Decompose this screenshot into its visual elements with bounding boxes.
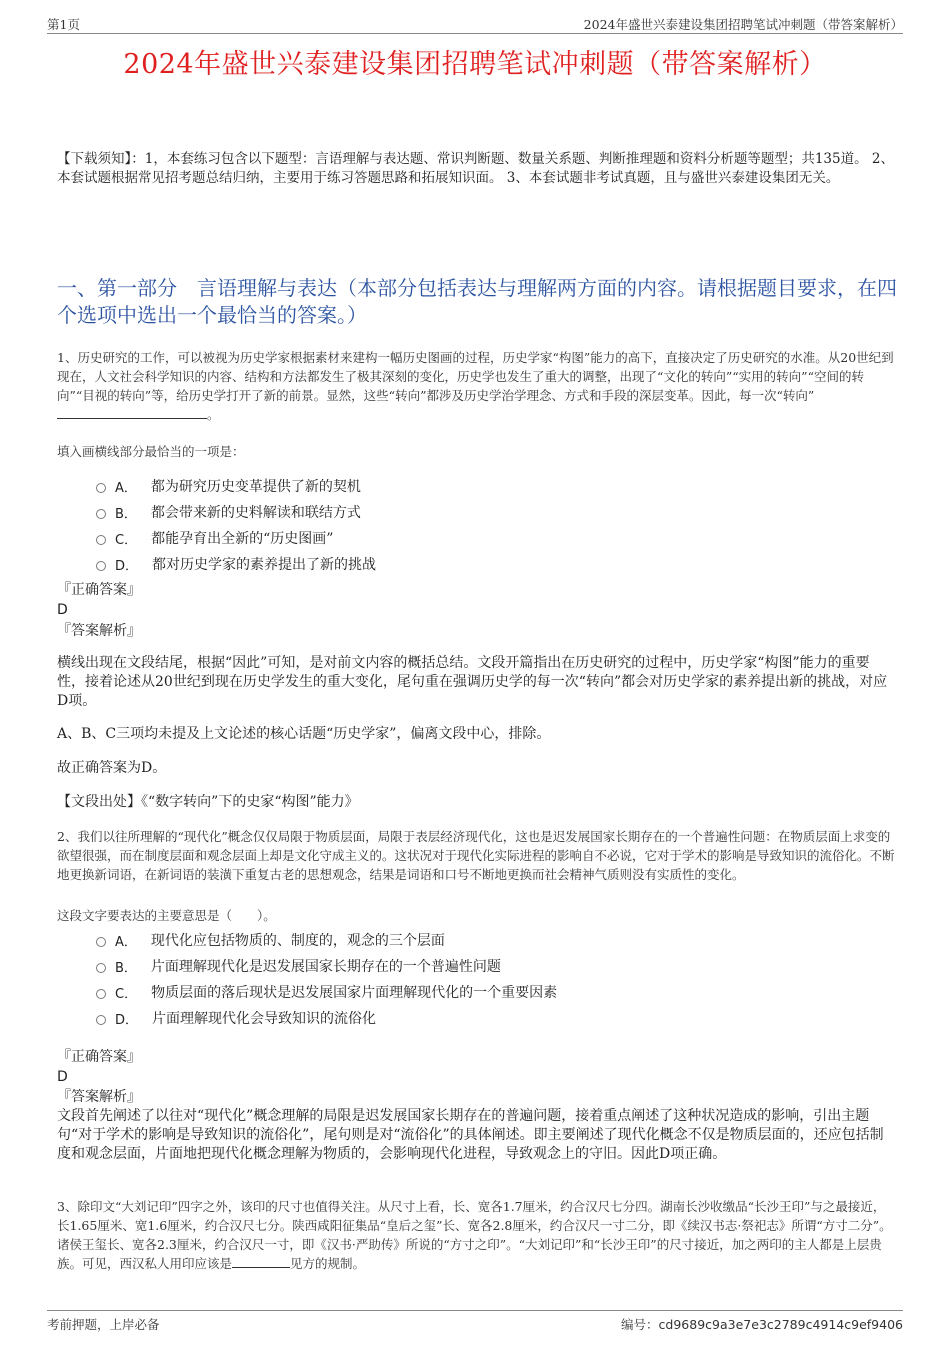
option-d[interactable] <box>96 551 796 577</box>
question-2-text: 2、我们以往所理解的“现代化”概念仅仅局限于物质层面，局限于表层经济现代化，这也是迟发展国家长期存在的一个普遍性问题：在物质层面上求变的欲望很强，而在制度层面和观念层面上却是文化守成主义的。这状况对于现代化实际进程的影响自不必说，它对于学术的影响是导致知识的流俗化。不断地更换新词语，在新词语的装潢下重复古老的思想观念，结果是词语和口号不断地更换而社会精神气质则没有实质性的变化。 <box>57 829 895 882</box>
option-a[interactable] <box>96 927 796 953</box>
footer-code <box>621 1315 903 1333</box>
option-text: 现代化应包括物质的、制度的，观念的三个层面 <box>150 933 445 949</box>
question-2-answer-label: 『正确答案』 <box>57 1049 141 1065</box>
footer-slogan: 考前押题，上岸必备 <box>47 1317 160 1332</box>
answer-blank <box>232 1256 290 1268</box>
question-1-body: 1、历史研究的工作，可以被视为历史学家根据素材来建构一幅历史图画的过程，历史学家“构图”能力的高下，直接决定了历史研究的水准。从20世纪到现在，人文社会科学知识的内容、结构和方法都发生了极其深刻的变化，历史学也发生了重大的调整，出现了“文化的转向”“实用的转向”“空间的转向”“目视的转向”等，给历史学打开了新的前景。显然，这些“转向”都涉及历史学治学理念、方式和手段的深层变革。因此，每一次“转向” <box>57 350 894 403</box>
question-3-text <box>57 1197 895 1273</box>
option-letter: B． <box>115 960 137 976</box>
question-3-body: 3、除印文“大刘记印”四字之外，该印的尺寸也值得关注。从尺寸上看，长、宽各1.7厘米，约合汉尺七分四。湖南长沙收缴品“长沙王印”与之最接近，长1.65厘米、宽1.6厘米，约合汉尺七分。陕西咸阳征集品“皇后之玺”长、宽各2.8厘米，约合汉尺一寸二分，即《续汉书志·祭祀志》所谓“方寸二分”。诸侯王玺长、宽各2.3厘米，约合汉尺一寸，即《汉书·严助传》所说的“方寸之印”。“大刘记印”和“长沙王印”的尺寸接近，加之两印的主人都是上层贵族。可见，西汉私人用印应该是 <box>57 1199 892 1271</box>
answer-blank <box>57 407 207 419</box>
download-notice: 【下载须知】：1，本套练习包含以下题型：言语理解与表达题、常识判断题、数量关系题、判断推理题和资料分析题等题型；共135道。 2、本套试题根据常见招考题总结归纳，主要用于练习答题思路和拓展知识面。 3、本套试题非考试真题，且与盛世兴泰建设集团无关。 <box>57 151 894 186</box>
question-3-end: 见方的规制。 <box>290 1256 366 1271</box>
question-1-analysis-2: A、B、C三项均未提及上文论述的核心话题“历史学家”，偏离文段中心，排除。 <box>57 726 551 742</box>
page-header <box>47 14 903 34</box>
option-c[interactable] <box>96 979 796 1005</box>
question-2-analysis: 文段首先阐述了以往对“现代化”概念理解的局限是迟发展国家长期存在的普遍问题，接着重点阐述了这种状况造成的影响，引出主题句“对于学术的影响是导致知识的流俗化”，尾句则是对“流俗化”的具体阐述。即主要阐述了现代化概念不仅是物质层面的，还应包括制度和观念层面，片面地把现代化概念理解为物质的，会影响现代化进程，导致观念上的守旧。因此D项正确。 <box>57 1108 884 1162</box>
footer-code-value: cd9689c9a3e7e3c2789c4914c9ef9406 <box>658 1317 903 1332</box>
header-doc-title: 2024年盛世兴泰建设集团招聘笔试冲刺题（带答案解析） <box>583 17 903 32</box>
option-text: 都能孕育出全新的“历史图画” <box>151 531 334 547</box>
option-b[interactable] <box>96 953 796 979</box>
footer-code-label: 编号： <box>621 1317 659 1332</box>
option-letter: A． <box>115 934 137 950</box>
option-letter: C． <box>115 532 138 548</box>
option-text: 物质层面的落后现状是迟发展国家片面理解现代化的一个重要因素 <box>151 985 558 1001</box>
question-1-analysis-3: 故正确答案为D。 <box>57 760 167 776</box>
option-c[interactable] <box>96 525 796 551</box>
question-2-prompt: 这段文字要表达的主要意思是（ ）。 <box>57 908 276 923</box>
radio-button[interactable] <box>96 937 106 947</box>
option-letter: C． <box>115 986 138 1002</box>
option-text: 片面理解现代化是迟发展国家长期存在的一个普遍性问题 <box>150 959 501 975</box>
option-letter: D． <box>115 1012 139 1028</box>
option-b[interactable] <box>96 499 796 525</box>
option-text: 都对历史学家的素养提出了新的挑战 <box>152 557 377 573</box>
option-text: 片面理解现代化会导致知识的流俗化 <box>152 1011 377 1027</box>
question-1-analysis-label: 『答案解析』 <box>57 623 141 639</box>
option-letter: B． <box>115 506 137 522</box>
radio-button[interactable] <box>96 1015 106 1025</box>
option-letter: A． <box>115 480 137 496</box>
question-1-analysis: 横线出现在文段结尾，根据“因此”可知，是对前文内容的概括总结。文段开篇指出在历史研究的过程中，历史学家“构图”能力的重要性，接着论述从20世纪到现在历史学发生的重大变化，尾句重在强调历史学的每一次“转向”都会对历史学家的素养提出新的挑战，对应D项。 <box>57 655 888 709</box>
question-1-end: 。 <box>207 407 220 422</box>
option-text: 都会带来新的史料解读和联结方式 <box>150 505 361 521</box>
page-footer <box>47 1310 903 1332</box>
question-2-answer: D <box>57 1069 68 1085</box>
question-1-options <box>96 473 796 577</box>
radio-button[interactable] <box>96 989 106 999</box>
question-1-prompt: 填入画横线部分最恰当的一项是： <box>57 444 245 459</box>
radio-button[interactable] <box>96 963 106 973</box>
radio-button[interactable] <box>96 509 106 519</box>
option-a[interactable] <box>96 473 796 499</box>
radio-button[interactable] <box>96 561 106 571</box>
question-1-answer: D <box>57 602 68 618</box>
option-letter: D． <box>115 558 139 574</box>
question-1-source: 【文段出处】《“数字转向”下的史家“构图”能力》 <box>57 794 359 810</box>
option-text: 都为研究历史变革提供了新的契机 <box>150 479 361 495</box>
question-2-analysis-label: 『答案解析』 <box>57 1089 141 1105</box>
page-title: 2024年盛世兴泰建设集团招聘笔试冲刺题（带答案解析） <box>123 49 827 80</box>
question-1-answer-label: 『正确答案』 <box>57 582 141 598</box>
page-number: 第1页 <box>47 17 80 32</box>
question-2-options <box>96 927 796 1031</box>
radio-button[interactable] <box>96 483 106 493</box>
option-d[interactable] <box>96 1005 796 1031</box>
section-heading: 一、第一部分 言语理解与表达（本部分包括表达与理解两方面的内容。请根据题目要求，在四个选项中选出一个最恰当的答案。） <box>57 276 897 327</box>
radio-button[interactable] <box>96 535 106 545</box>
question-1-text <box>57 348 895 424</box>
